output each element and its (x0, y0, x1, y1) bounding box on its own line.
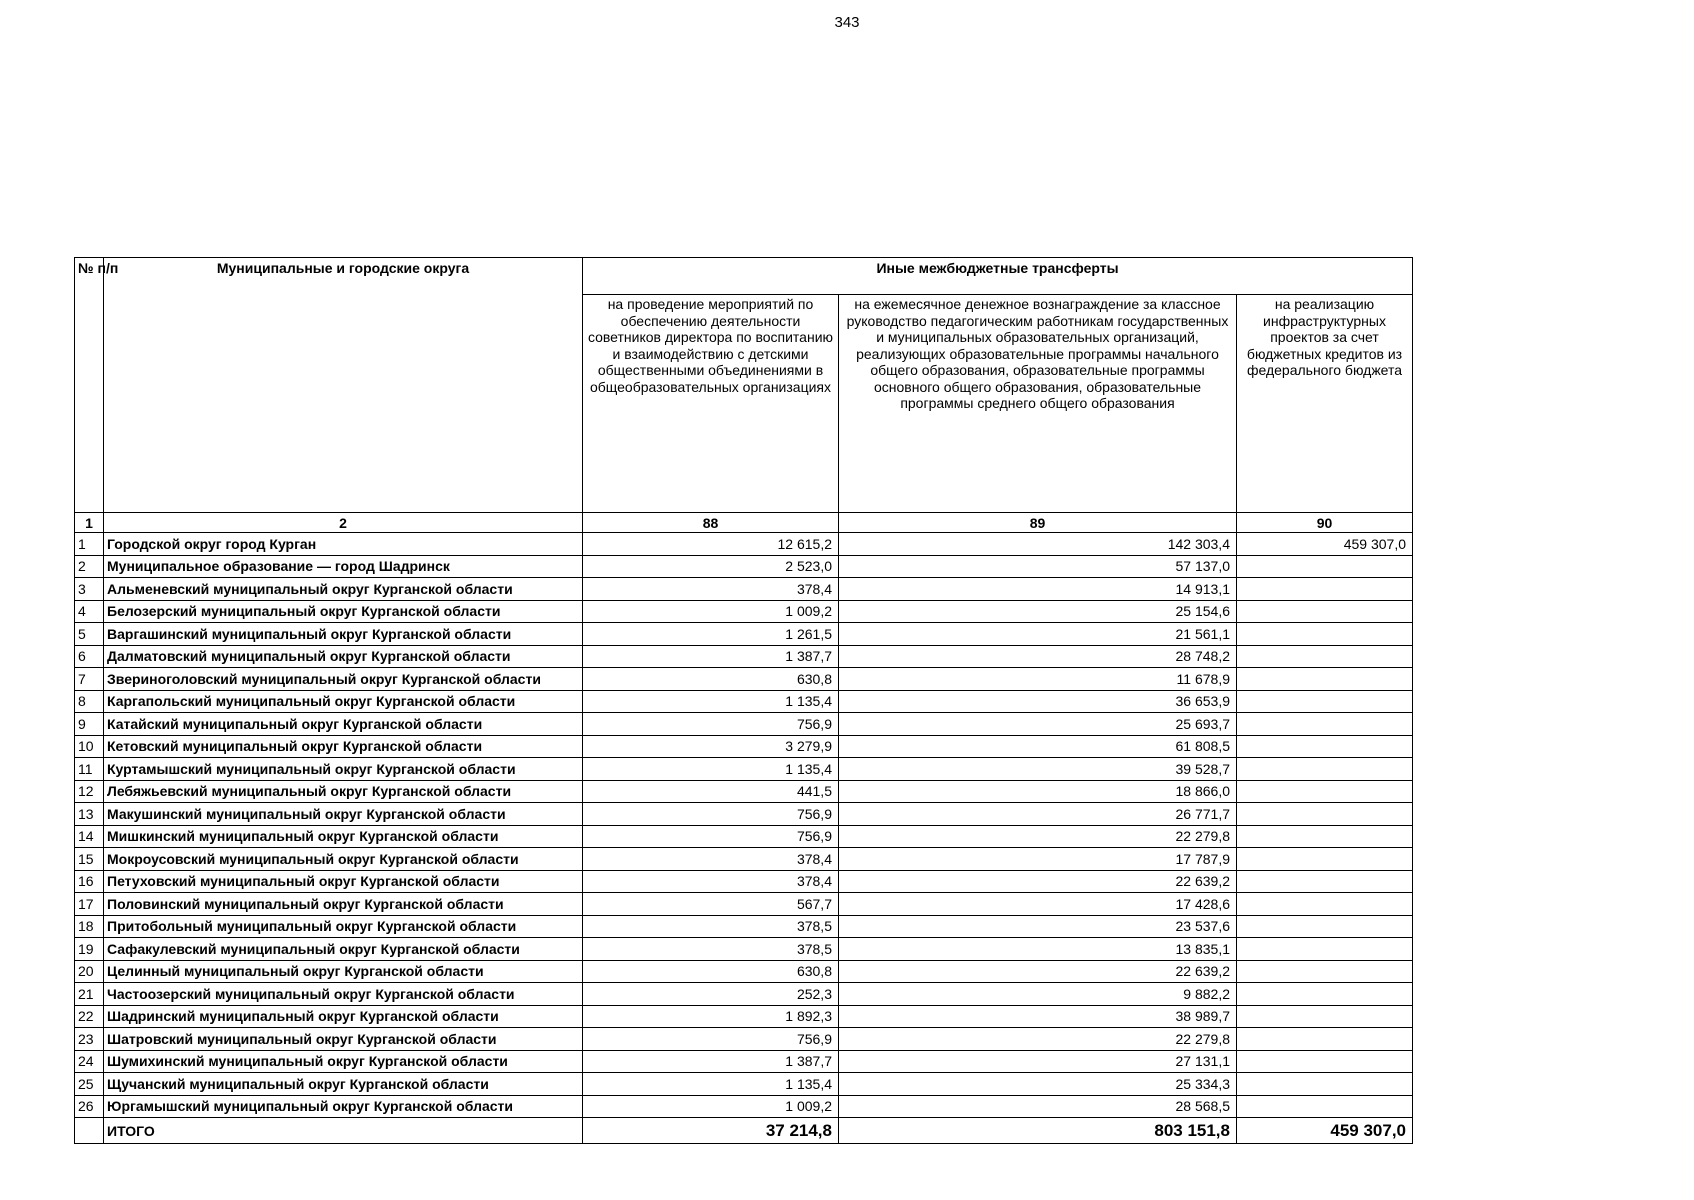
value-88: 2 523,0 (583, 555, 839, 578)
value-88: 378,5 (583, 915, 839, 938)
table-row (75, 848, 1413, 871)
district-name: Юргамышский муниципальный округ Курганской области (104, 1095, 583, 1118)
district-name: Сафакулевский муниципальный округ Курганской области (104, 938, 583, 961)
value-89: 36 653,9 (839, 690, 1237, 713)
value-89: 39 528,7 (839, 758, 1237, 781)
district-name: Петуховский муниципальный округ Курганской области (104, 870, 583, 893)
total-88: 37 214,8 (583, 1118, 839, 1144)
table-row (75, 915, 1413, 938)
row-number: 11 (75, 758, 104, 781)
district-name: Мокроусовский муниципальный округ Курганской области (104, 848, 583, 871)
row-number: 3 (75, 578, 104, 601)
value-88: 441,5 (583, 780, 839, 803)
table-row (75, 938, 1413, 961)
district-name: Варгашинский муниципальный округ Курганской области (104, 623, 583, 646)
total-89: 803 151,8 (839, 1118, 1237, 1144)
value-90: 459 307,0 (1237, 533, 1413, 556)
total-row (75, 1118, 1413, 1144)
value-89: 9 882,2 (839, 983, 1237, 1006)
district-name: Притобольный муниципальный округ Курганской области (104, 915, 583, 938)
value-89: 17 787,9 (839, 848, 1237, 871)
value-89: 11 678,9 (839, 668, 1237, 691)
value-90 (1237, 780, 1413, 803)
value-90 (1237, 848, 1413, 871)
value-89: 38 989,7 (839, 1005, 1237, 1028)
value-88: 1 892,3 (583, 1005, 839, 1028)
row-number: 6 (75, 645, 104, 668)
value-90 (1237, 1095, 1413, 1118)
district-name: Катайский муниципальный округ Курганской области (104, 713, 583, 736)
value-89: 26 771,7 (839, 803, 1237, 826)
value-89: 142 303,4 (839, 533, 1237, 556)
district-name: Макушинский муниципальный округ Курганской области (104, 803, 583, 826)
district-name: Куртамышский муниципальный округ Курганской области (104, 758, 583, 781)
row-number: 4 (75, 600, 104, 623)
value-88: 252,3 (583, 983, 839, 1006)
value-89: 22 639,2 (839, 870, 1237, 893)
value-88: 756,9 (583, 825, 839, 848)
row-number: 13 (75, 803, 104, 826)
value-88: 756,9 (583, 1028, 839, 1051)
value-88: 1 261,5 (583, 623, 839, 646)
value-90 (1237, 623, 1413, 646)
value-90 (1237, 578, 1413, 601)
value-90 (1237, 1028, 1413, 1051)
table-row (75, 1095, 1413, 1118)
table-row (75, 803, 1413, 826)
value-89: 25 693,7 (839, 713, 1237, 736)
value-90 (1237, 713, 1413, 736)
header-col-90: на реализацию инфраструктурных проектов за счет бюджетных кредитов из федерального бюджета (1237, 295, 1413, 513)
value-88: 1 135,4 (583, 758, 839, 781)
value-90 (1237, 893, 1413, 916)
value-88: 756,9 (583, 803, 839, 826)
value-88: 1 387,7 (583, 1050, 839, 1073)
header-district: Муниципальные и городские округа (104, 258, 583, 513)
total-label: ИТОГО (104, 1118, 583, 1144)
row-number: 21 (75, 983, 104, 1006)
table-row (75, 600, 1413, 623)
value-90 (1237, 668, 1413, 691)
table-row (75, 735, 1413, 758)
transfers-table (74, 257, 1413, 1144)
district-name: Шадринский муниципальный округ Курганской области (104, 1005, 583, 1028)
value-90 (1237, 600, 1413, 623)
header-group-row (75, 258, 1413, 295)
value-89: 21 561,1 (839, 623, 1237, 646)
column-number: 88 (583, 513, 839, 533)
value-88: 378,4 (583, 848, 839, 871)
row-number: 22 (75, 1005, 104, 1028)
value-89: 14 913,1 (839, 578, 1237, 601)
row-number: 14 (75, 825, 104, 848)
table-row (75, 825, 1413, 848)
value-88: 1 387,7 (583, 645, 839, 668)
value-89: 25 154,6 (839, 600, 1237, 623)
column-number: 90 (1237, 513, 1413, 533)
value-90 (1237, 960, 1413, 983)
value-88: 630,8 (583, 668, 839, 691)
value-90 (1237, 1073, 1413, 1096)
value-90 (1237, 870, 1413, 893)
header-num: № п/п (75, 258, 104, 513)
table-row (75, 758, 1413, 781)
table-row (75, 893, 1413, 916)
table-row (75, 713, 1413, 736)
district-name: Каргапольский муниципальный округ Курганской области (104, 690, 583, 713)
value-90 (1237, 983, 1413, 1006)
table-row (75, 1005, 1413, 1028)
value-88: 3 279,9 (583, 735, 839, 758)
total-90: 459 307,0 (1237, 1118, 1413, 1144)
district-name: Звериноголовский муниципальный округ Курганской области (104, 668, 583, 691)
value-89: 18 866,0 (839, 780, 1237, 803)
row-number: 1 (75, 533, 104, 556)
value-90 (1237, 938, 1413, 961)
row-number: 23 (75, 1028, 104, 1051)
column-number: 2 (104, 513, 583, 533)
table-row (75, 578, 1413, 601)
value-89: 13 835,1 (839, 938, 1237, 961)
value-90 (1237, 825, 1413, 848)
district-name: Половинский муниципальный округ Курганской области (104, 893, 583, 916)
row-number: 15 (75, 848, 104, 871)
value-90 (1237, 735, 1413, 758)
value-88: 378,4 (583, 870, 839, 893)
table-row (75, 983, 1413, 1006)
table-row (75, 1050, 1413, 1073)
table-row (75, 690, 1413, 713)
value-89: 28 748,2 (839, 645, 1237, 668)
district-name: Кетовский муниципальный округ Курганской области (104, 735, 583, 758)
value-89: 23 537,6 (839, 915, 1237, 938)
district-name: Лебяжьевский муниципальный округ Курганской области (104, 780, 583, 803)
table-row (75, 870, 1413, 893)
table-row (75, 960, 1413, 983)
value-88: 1 135,4 (583, 1073, 839, 1096)
value-89: 27 131,1 (839, 1050, 1237, 1073)
table-body (75, 258, 1413, 1144)
district-name: Частоозерский муниципальный округ Курганской области (104, 983, 583, 1006)
page-number: 343 (834, 14, 860, 31)
row-number: 20 (75, 960, 104, 983)
row-number: 12 (75, 780, 104, 803)
value-88: 1 009,2 (583, 1095, 839, 1118)
table-row (75, 668, 1413, 691)
district-name: Белозерский муниципальный округ Курганской области (104, 600, 583, 623)
value-89: 22 639,2 (839, 960, 1237, 983)
district-name: Шатровский муниципальный округ Курганской области (104, 1028, 583, 1051)
district-name: Альменевский муниципальный округ Курганской области (104, 578, 583, 601)
value-88: 756,9 (583, 713, 839, 736)
total-num-cell (75, 1118, 104, 1144)
value-90 (1237, 555, 1413, 578)
district-name: Мишкинский муниципальный округ Курганской области (104, 825, 583, 848)
district-name: Целинный муниципальный округ Курганской области (104, 960, 583, 983)
table-row (75, 1028, 1413, 1051)
row-number: 9 (75, 713, 104, 736)
value-88: 1 135,4 (583, 690, 839, 713)
row-number: 8 (75, 690, 104, 713)
header-col-88: на проведение мероприятий по обеспечению деятельности советников директора по воспитанию и взаимодействию с детскими общественными объединениями в общеобразовательных организациях (583, 295, 839, 513)
value-88: 12 615,2 (583, 533, 839, 556)
district-name: Шумихинский муниципальный округ Курганской области (104, 1050, 583, 1073)
district-name: Муниципальное образование — город Шадринск (104, 555, 583, 578)
column-number: 1 (75, 513, 104, 533)
value-89: 17 428,6 (839, 893, 1237, 916)
value-89: 28 568,5 (839, 1095, 1237, 1118)
row-number: 24 (75, 1050, 104, 1073)
value-89: 57 137,0 (839, 555, 1237, 578)
row-number: 19 (75, 938, 104, 961)
row-number: 10 (75, 735, 104, 758)
table-row (75, 780, 1413, 803)
row-number: 5 (75, 623, 104, 646)
value-88: 378,5 (583, 938, 839, 961)
value-90 (1237, 803, 1413, 826)
header-group: Иные межбюджетные трансферты (583, 258, 1413, 295)
value-88: 630,8 (583, 960, 839, 983)
value-90 (1237, 645, 1413, 668)
district-name: Городской округ город Курган (104, 533, 583, 556)
table-row (75, 1073, 1413, 1096)
value-89: 22 279,8 (839, 825, 1237, 848)
table-row (75, 645, 1413, 668)
district-name: Щучанский муниципальный округ Курганской области (104, 1073, 583, 1096)
column-number-row (75, 513, 1413, 533)
table-row (75, 533, 1413, 556)
header-col-89: на ежемесячное денежное вознаграждение за классное руководство педагогическим работникам государственных и муниципальных образовательных организаций, реализующих образовательные программы начального общего образования, образовательные программы основного общего образования, образовательные программы среднего общего образования (839, 295, 1237, 513)
value-90 (1237, 1050, 1413, 1073)
value-88: 1 009,2 (583, 600, 839, 623)
table-row (75, 623, 1413, 646)
value-90 (1237, 1005, 1413, 1028)
row-number: 25 (75, 1073, 104, 1096)
row-number: 17 (75, 893, 104, 916)
value-90 (1237, 915, 1413, 938)
table-row (75, 555, 1413, 578)
value-90 (1237, 690, 1413, 713)
district-name: Далматовский муниципальный округ Курганской области (104, 645, 583, 668)
value-89: 25 334,3 (839, 1073, 1237, 1096)
column-number: 89 (839, 513, 1237, 533)
value-90 (1237, 758, 1413, 781)
value-89: 61 808,5 (839, 735, 1237, 758)
row-number: 26 (75, 1095, 104, 1118)
value-88: 567,7 (583, 893, 839, 916)
row-number: 16 (75, 870, 104, 893)
row-number: 7 (75, 668, 104, 691)
row-number: 18 (75, 915, 104, 938)
value-89: 22 279,8 (839, 1028, 1237, 1051)
value-88: 378,4 (583, 578, 839, 601)
row-number: 2 (75, 555, 104, 578)
